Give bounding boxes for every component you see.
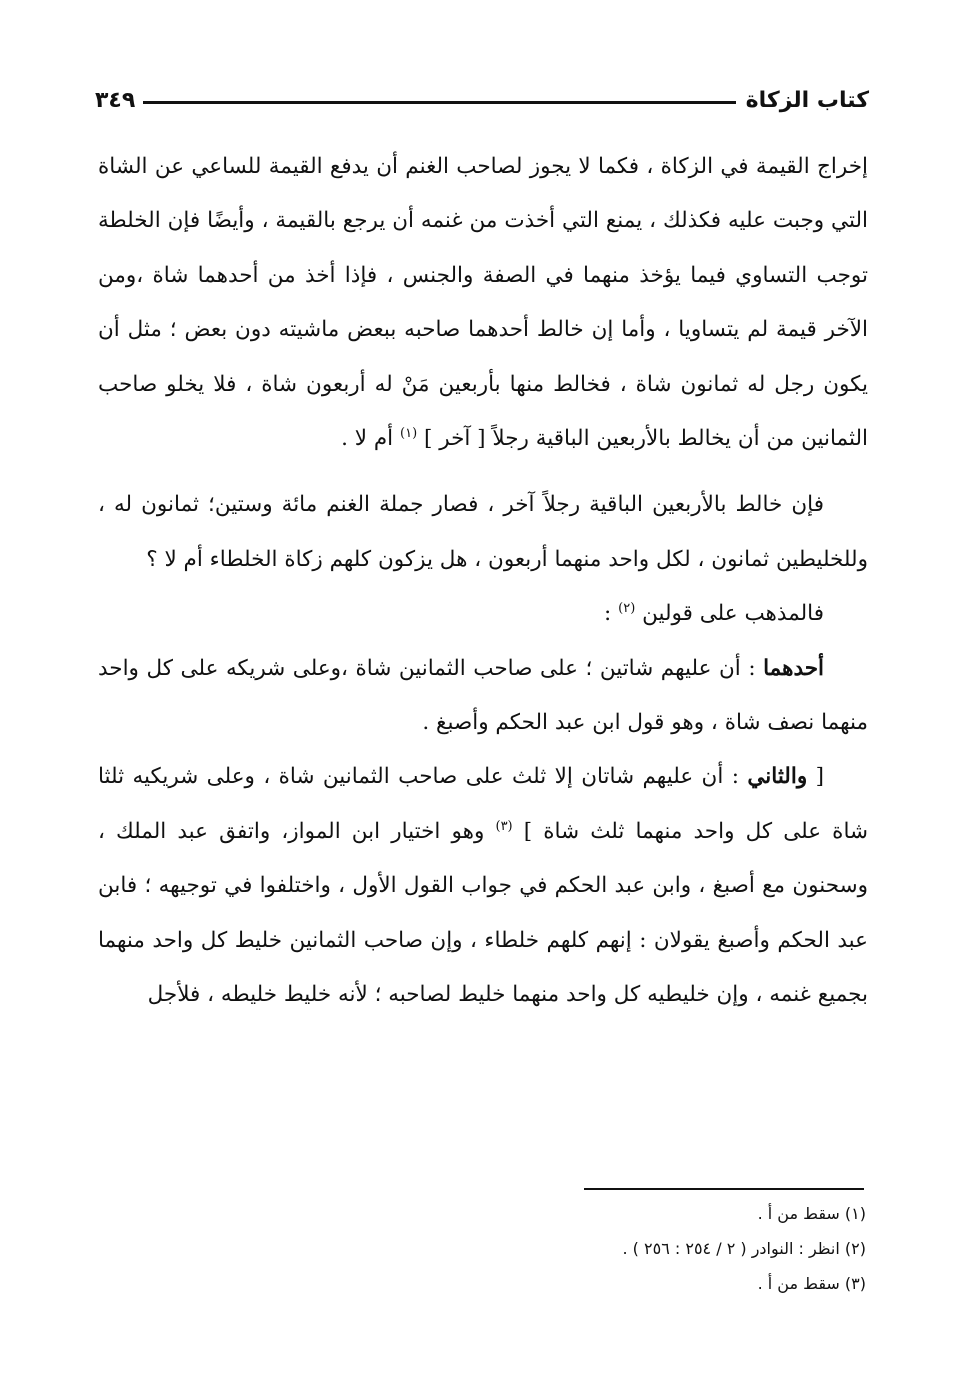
footnote-3: (٣) سقط من أ . — [757, 1274, 866, 1293]
paragraph-1-text: إخراج القيمة في الزكاة ، فكما لا يجوز لصاحب الغنم أن يدفع القيمة للساعي عن الشاة التي وجبت عليه فكذلك ، يمنع التي أخذت من غنمه أن يرجع بالقيمة ، وأيضًا فإن الخلطة توجب التساوي فيما يؤخذ منهما في الصفة والجنس ، فإذا أخذ من أحدهما شاة ،ومن الآخر قيمة لم يتساويا ، وأما إن خالط أحدهما صاحبه ببعض ماشيته دون بعض ؛ مثل أن يكون رجل له ثمانون شاة ، فخالط منها بأربعين مَنْ له أربعون شاة ، فلا يخلو صاحب الثمانين من أن يخالط بالأربعين الباقية رجلاً [ آخر ] — [98, 154, 868, 452]
paragraph-5-text-a: : أن عليهم شاتان إلا ثلث على صاحب الثمانين شاة ، وعلى شريكيه ثلثا شاة على كل واحد منهما ثلث شاة ] — [98, 764, 869, 844]
paragraph-3 — [98, 587, 868, 641]
bracket-open: [ — [815, 764, 825, 790]
paragraph-5-text-b: وهو اختيار ابن المواز، واتفق عبد الملك ، وسحنون مع أصبغ ، وابن عبد الحكم في جواب القول الأول ، واختلفوا في توجيهه ؛ فابن عبد الحكم وأصبغ يقولان : إنهم كلهم خلطاء ، وإن صاحب الثمانين خليط كل واحد منهما بجميع غنمه ، وإن خليطيه كل واحد منهما خليط لصاحبه ؛ لأنه خليط خليطه ، فلأجل — [98, 818, 868, 1008]
footnote-ref-1[interactable]: (١) — [400, 425, 418, 441]
footnote-1: (١) سقط من أ . — [757, 1204, 866, 1223]
paragraph-1 — [98, 140, 868, 466]
footnote-ref-3[interactable]: (٣) — [495, 818, 513, 834]
paragraph-5 — [98, 750, 868, 1022]
paragraph-3-end: : — [604, 601, 612, 627]
footnote-2: (٢) انظر : النوادر ( ٢ / ٢٥٤ : ٢٥٦ ) . — [622, 1239, 866, 1258]
second-opinion-label: والثاني — [747, 764, 808, 790]
paragraph-1-end: أم لا . — [341, 426, 394, 452]
paragraph-2-text: فإن خالط بالأربعين الباقية رجلاً آخر ، فصار جملة الغنم مائة وستين؛ ثمانون له ، وللخليطين ثمانون ، لكل واحد منهما أربعون ، هل يزكون كلهم زكاة الخلطاء أم لا ؟ — [98, 492, 868, 572]
paragraph-3-text: فالمذهب على قولين — [642, 601, 824, 627]
paragraph-2 — [98, 478, 868, 587]
running-header — [95, 78, 869, 122]
footnotes — [300, 1196, 866, 1301]
first-opinion-label: أحدهما — [763, 655, 824, 681]
footnote-separator — [584, 1188, 864, 1190]
header-rule — [143, 101, 735, 104]
paragraph-4 — [98, 642, 868, 751]
paragraph-4-text: : أن عليهم شاتين ؛ على صاحب الثمانين شاة ،وعلى شريكه على كل واحد منهما نصف شاة ، وهو قول ابن عبد الحكم وأصبغ . — [98, 655, 868, 736]
page-number: ٣٤٩ — [95, 87, 136, 113]
footnote-ref-2[interactable]: (٢) — [618, 601, 636, 617]
main-text — [98, 140, 868, 1023]
chapter-title: كتاب الزكاة — [745, 87, 869, 113]
